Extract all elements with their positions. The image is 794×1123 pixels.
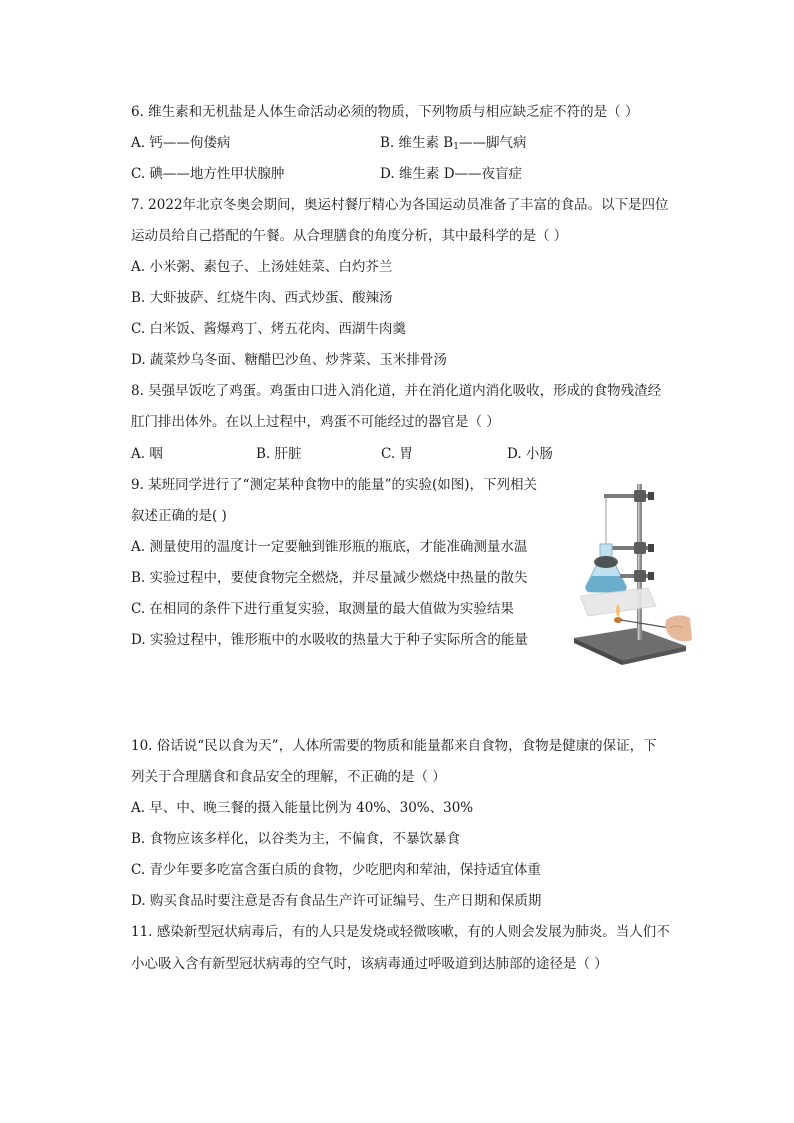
hand [666,615,693,641]
q8-stem-line2: 肛门排出体外。在以上过程中，鸡蛋不可能经过的器官是（ ） [131,414,500,430]
q8-option-c: C. 胃 [381,446,413,462]
q9-option-b: B. 实验过程中，要使食物完全燃烧，并尽量减少燃烧中热量的散失 [131,570,528,586]
q8-stem-line1: 8. 吴强早饭吃了鸡蛋。鸡蛋由口进入消化道，并在消化道内消化吸收，形成的食物残渣经 [131,383,662,399]
q9-stem-line2: 叙述正确的是( ) [131,508,227,524]
q8-option-b: B. 肝脏 [256,446,302,462]
q9-option-c: C. 在相同的条件下进行重复实验，取测量的最大值做为实验结果 [131,601,514,617]
q7-stem-line1: 7. 2022年北京冬奥会期间，奥运村餐厅精心为各国运动员准备了丰富的食品。以下是四位 [131,197,669,213]
dissecting-needle [621,620,670,628]
q7-option-b: B. 大虾披萨、红烧牛肉、西式炒蛋、酸辣汤 [131,290,393,306]
q10-option-d: D. 购买食品时要注意是否有食品生产许可证编号、生产日期和保质期 [131,893,542,909]
q7-option-d: D. 蔬菜炒乌冬面、糖醋巴沙鱼、炒荠菜、玉米排骨汤 [131,352,447,368]
q7-stem-line2: 运动员给自己搭配的午餐。从合理膳食的角度分析，其中最科学的是（ ） [131,228,568,244]
q7-option-c: C. 白米饭、酱爆鸡丁、烤五花肉、西湖牛肉羹 [131,321,406,337]
q6-stem: 6. 维生素和无机盐是人体生命活动必须的物质，下列物质与相应缺乏症不符的是（ ） [131,104,639,120]
q6-option-d: D. 维生素 D——夜盲症 [380,166,523,182]
q11-stem-line1: 11. 感染新型冠状病毒后，有的人只是发烧或轻微咳嗽，有的人则会发展为肺炎。当人们不 [131,924,670,940]
q10-option-a: A. 早、中、晚三餐的摄入能量比例为 40%、30%、30% [131,800,474,816]
q8-option-a: A. 咽 [131,446,163,462]
q10-stem-line2: 列关于合理膳食和食品安全的理解，不正确的是（ ） [131,769,446,785]
q9-option-a: A. 测量使用的温度计一定要触到锥形瓶的瓶底，才能准确测量水温 [131,539,528,555]
q10-option-b: B. 食物应该多样化，以谷类为主，不偏食，不暴饮暴食 [131,831,461,847]
q9-option-d: D. 实验过程中，锥形瓶中的水吸收的热量大于种子实际所含的能量 [131,632,528,648]
q9-stem-line1: 9. 某班同学进行了“测定某种食物中的能量”的实验(如图)，下列相关 [131,477,538,493]
q11-stem-line2: 小心吸入含有新型冠状病毒的空气时，该病毒通过呼吸道到达肺部的途径是（ ） [131,956,608,972]
q10-stem-line1: 10. 俗话说“民以食为天”，人体所需要的物质和能量都来自食物，食物是健康的保证，下 [131,738,657,754]
q6-option-b: B. 维生素 $B_1——$脚气病 [380,135,527,152]
q7-option-a: A. 小米粥、素包子、上汤娃娃菜、白灼芥兰 [131,259,393,275]
q6-option-c: C. 碘——地方性甲状腺肿 [131,166,285,182]
q10-option-c: C. 青少年要多吃富含蛋白质的食物，少吃肥肉和荤油，保持适宜体重 [131,862,541,878]
experiment-apparatus-figure [566,478,694,668]
q6-option-a: A. 钙——佝偻病 [131,135,231,151]
q8-option-d: D. 小肠 [507,446,553,462]
